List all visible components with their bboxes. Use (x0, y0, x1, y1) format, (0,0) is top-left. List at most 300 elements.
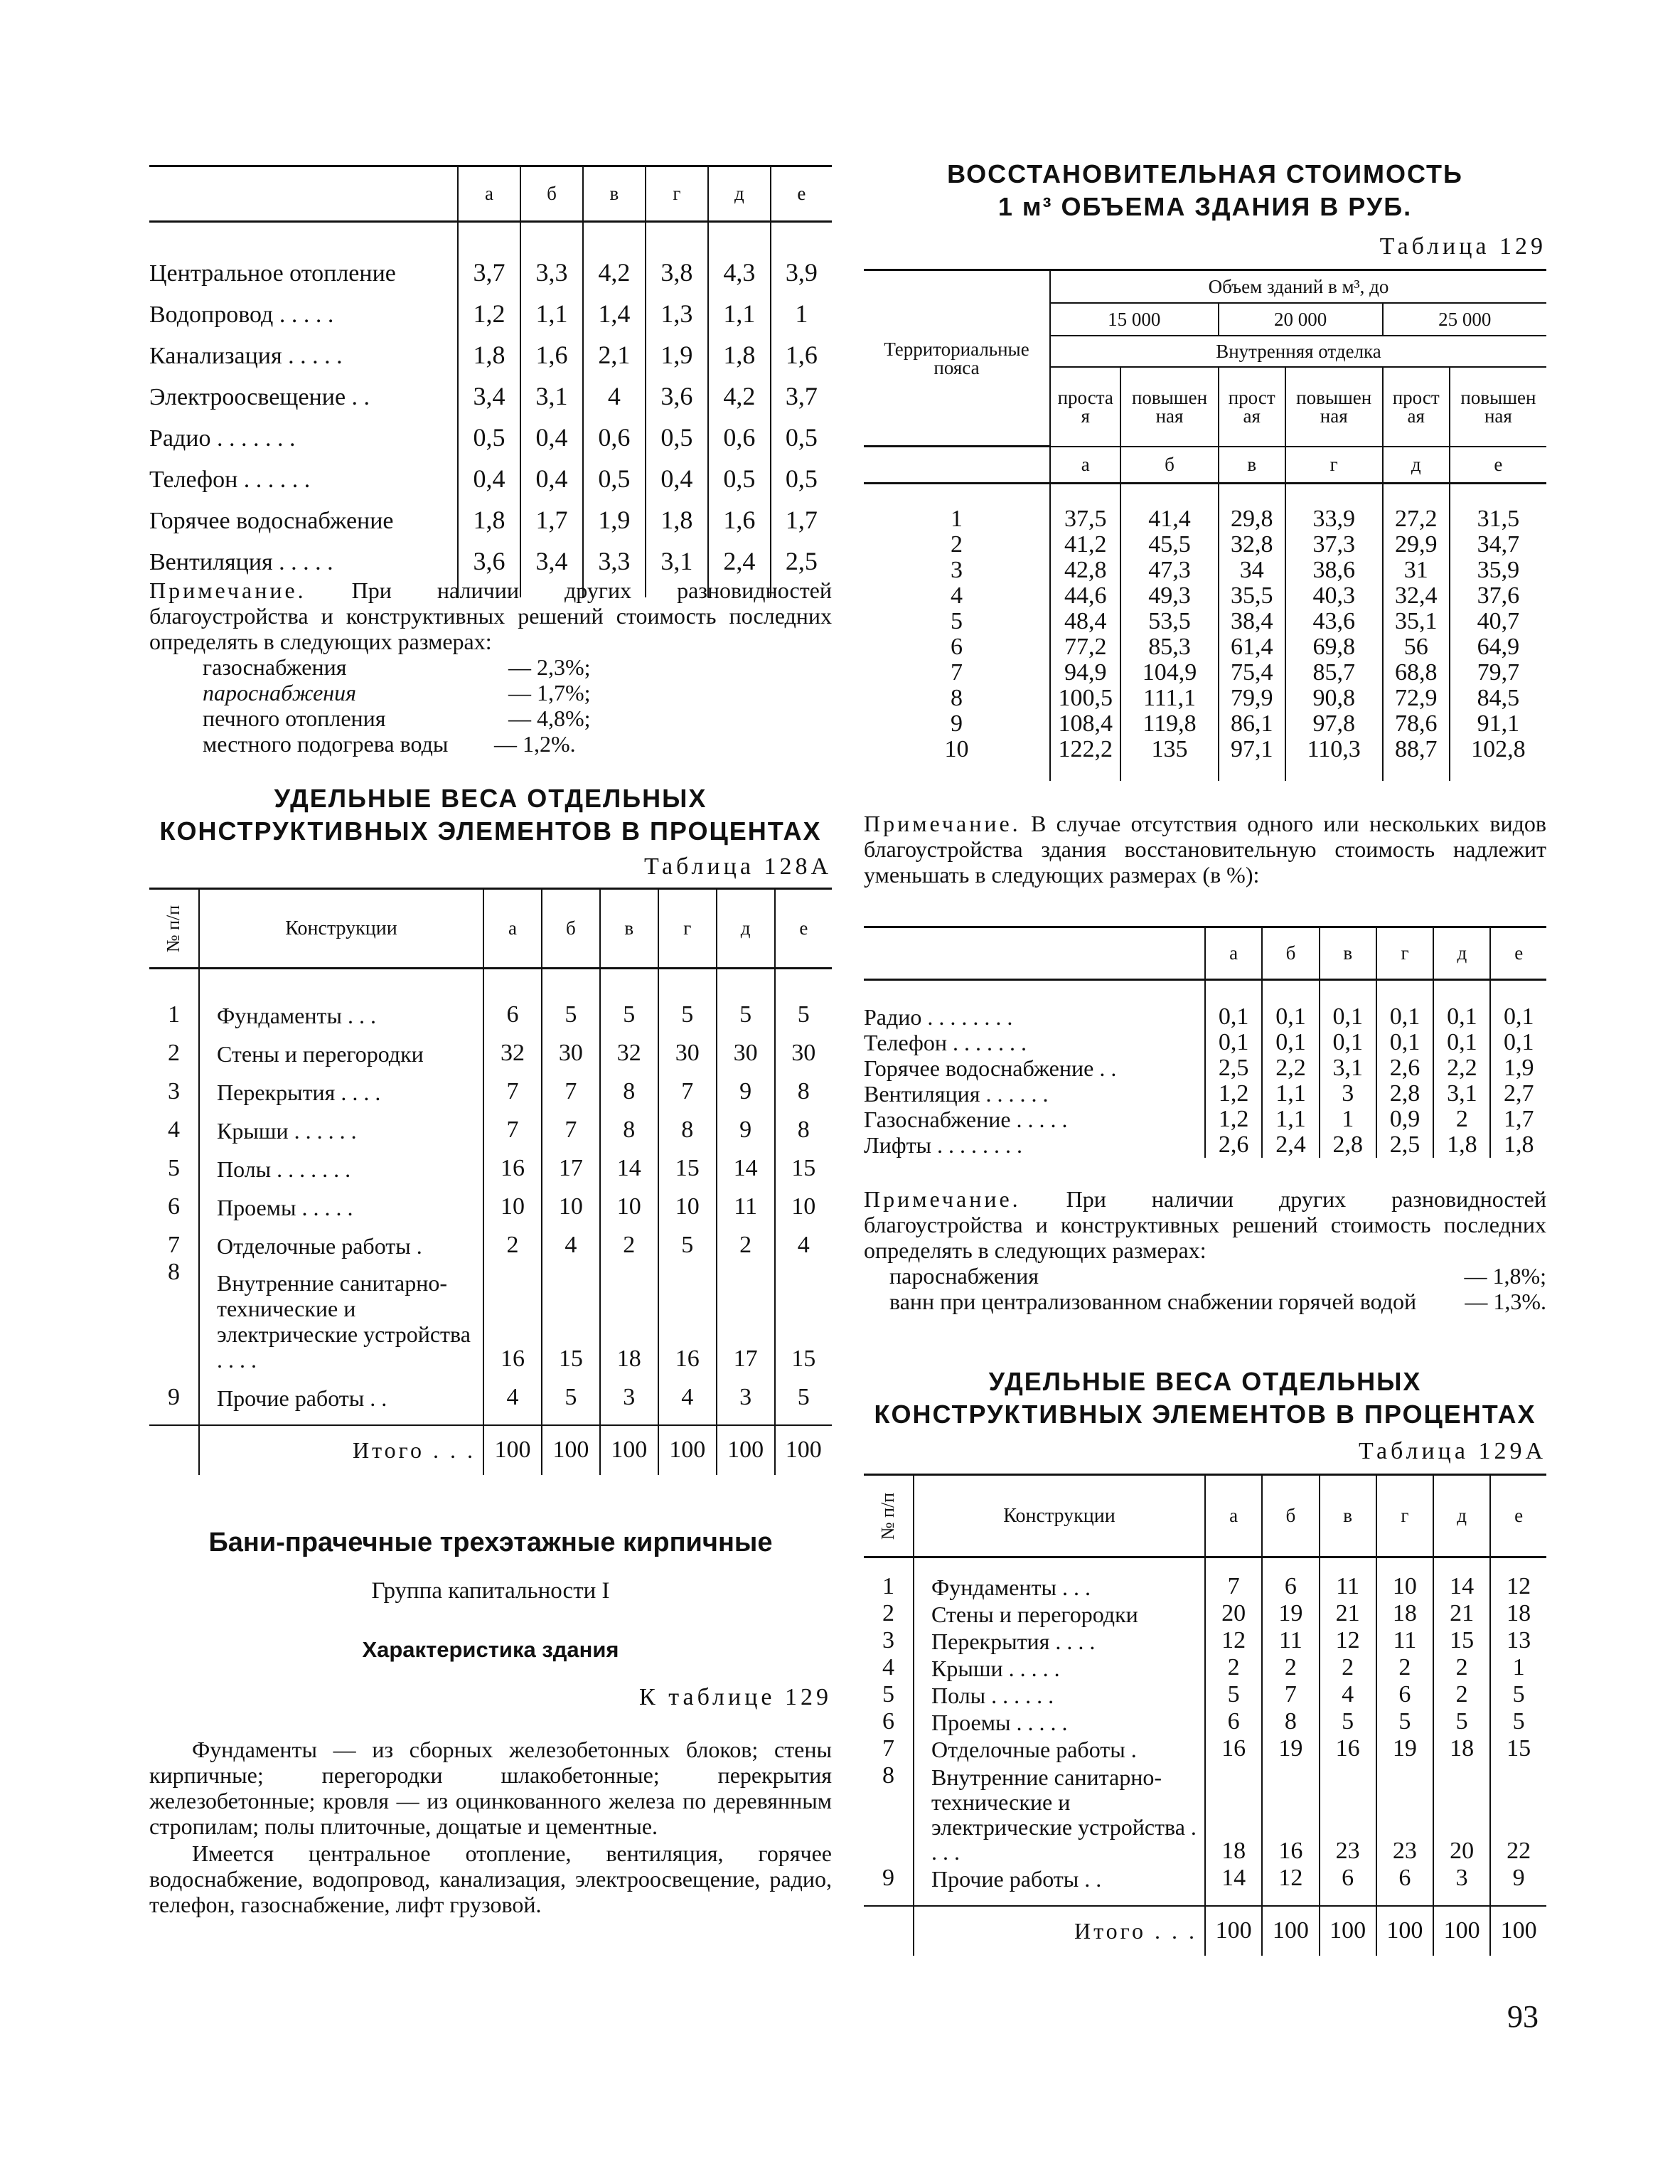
table-cell: 16 (483, 1259, 542, 1373)
row-number: 4 (882, 1653, 894, 1680)
table-cell: 44,6 (1050, 583, 1120, 609)
table-cell: 0,5 (771, 411, 832, 452)
col-header: а (483, 889, 542, 969)
spacer-cell (199, 1411, 483, 1425)
table-cell: 3,3 (520, 222, 583, 287)
row-number: 6 (168, 1193, 180, 1220)
table-cell: 0,1 (1320, 1030, 1376, 1055)
table-cell: 2,1 (583, 329, 646, 370)
table-cell: 21 (1320, 1600, 1376, 1627)
table-cell: 0,5 (646, 411, 708, 452)
row-zone: 10 (944, 735, 969, 762)
table-cell: 1,7 (1490, 1107, 1546, 1132)
bath-section (149, 1528, 832, 1917)
spacer-cell (1205, 1892, 1262, 1906)
spacer-cell (1433, 1892, 1490, 1906)
table-cell: 3,1 (520, 370, 583, 411)
row-label: Внутренние санитарно-технические и электрические устройства . . . . (199, 1259, 483, 1373)
table-cell: 7 (1205, 1557, 1262, 1600)
table-129-body (864, 484, 1546, 781)
table-cell: 1 (771, 287, 832, 329)
table-cell: 10 (483, 1182, 542, 1220)
table-cell: 1,6 (708, 494, 771, 535)
table-cell: 1,7 (520, 494, 583, 535)
table-cell: 5 (775, 969, 832, 1028)
table-cell: 11 (717, 1182, 775, 1220)
table-cell: 0,1 (1262, 1030, 1319, 1055)
table-cell: 16 (1205, 1735, 1262, 1762)
table-cell: 31,5 (1450, 484, 1546, 532)
col-header: г (658, 889, 717, 969)
row-label: Водопровод . . . . . (149, 301, 334, 328)
table-129-number: Таблица 129 (1379, 233, 1546, 260)
spacer-cell (1450, 762, 1546, 781)
table-cell: 5 (1490, 1681, 1546, 1708)
table-cell: 7 (1262, 1681, 1319, 1708)
table-cell: 37,6 (1450, 583, 1546, 609)
row-number: 5 (882, 1680, 894, 1708)
table-cell: 1,9 (583, 494, 646, 535)
reduction-table-body (864, 980, 1546, 1158)
table-row (149, 1373, 832, 1411)
table-row (864, 1055, 1546, 1081)
table-129a-title-line1: УДЕЛЬНЫЕ ВЕСА ОТДЕЛЬНЫХ (988, 1367, 1422, 1396)
table-129a (864, 1474, 1546, 1956)
table-128a-title-line1: УДЕЛЬНЫЕ ВЕСА ОТДЕЛЬНЫХ (274, 784, 707, 813)
table-cell: 3,7 (458, 222, 520, 287)
row-label: Радио . . . . . . . (149, 425, 296, 452)
table-cell: 29,9 (1383, 532, 1450, 558)
col-header: а (1205, 927, 1262, 980)
table-row-total (149, 1425, 832, 1475)
table-cell: 20 (1433, 1762, 1490, 1865)
col-header: б (1262, 1475, 1319, 1557)
table-cell: 2 (1205, 1654, 1262, 1681)
note-item-label: ванн при централизованном снабжении горячей водой (889, 1289, 1417, 1314)
table-cell: 15 (658, 1144, 717, 1182)
table-128a-body (149, 969, 832, 1475)
col-header: е (775, 889, 832, 969)
table-cell: 4 (583, 370, 646, 411)
row-zone: 3 (951, 556, 963, 583)
table-cell: 30 (717, 1028, 775, 1067)
table-cell: 5 (717, 969, 775, 1028)
row-number: 2 (882, 1599, 894, 1626)
col-header: в (1219, 447, 1285, 484)
spacer-cell (1383, 762, 1450, 781)
table-cell: 18 (1205, 1762, 1262, 1865)
table-cell: 1,9 (646, 329, 708, 370)
table-cell: 30 (775, 1028, 832, 1067)
table-cell: 5 (1205, 1681, 1262, 1708)
total-cell: 100 (483, 1425, 542, 1475)
table-cell: 3 (717, 1373, 775, 1411)
table-cell: 1,2 (458, 287, 520, 329)
table-129-header-volume (864, 270, 1546, 303)
table-cell: 5 (542, 969, 600, 1028)
table-128a-title-line2: КОНСТРУКТИВНЫХ ЭЛЕМЕНТОВ В ПРОЦЕНТАХ (159, 816, 822, 846)
col-header: е (771, 166, 832, 222)
total-cell: 100 (1262, 1906, 1319, 1956)
table-cell: 1,8 (458, 329, 520, 370)
table-cell: 12 (1205, 1627, 1262, 1654)
table-cell: 77,2 (1050, 634, 1120, 660)
reduction-table-header (864, 927, 1546, 980)
col-header-finish-type: повышенная (1285, 367, 1383, 447)
table-cell: 37,3 (1285, 532, 1383, 558)
table-cell: 29,8 (1219, 484, 1285, 532)
table-cell: 3,4 (458, 370, 520, 411)
row-number: 9 (168, 1383, 180, 1410)
table-cell: 16 (1320, 1735, 1376, 1762)
row-label: Радио . . . . . . . . (864, 1003, 1013, 1030)
table-cell: 9 (717, 1067, 775, 1105)
row-zone: 4 (951, 582, 963, 609)
table-cell: 3,6 (646, 370, 708, 411)
table-cell: 49,3 (1120, 583, 1218, 609)
bath-group: Группа капитальности I (371, 1578, 610, 1604)
total-label: Итого . . . (199, 1425, 483, 1475)
row-label: Прочие работы . . (914, 1865, 1205, 1892)
table-cell: 32,8 (1219, 532, 1285, 558)
table-cell: 0,1 (1376, 980, 1433, 1030)
table-cell: 6 (1376, 1681, 1433, 1708)
table-row (864, 1627, 1546, 1654)
table-row (864, 980, 1546, 1030)
table-cell: 1,1 (1262, 1081, 1319, 1107)
table-cell: 108,4 (1050, 711, 1120, 737)
table-cell: 2,7 (1490, 1081, 1546, 1107)
row-label: Горячее водоснабжение . . (864, 1055, 1117, 1081)
table-cell: 1,2 (1205, 1081, 1262, 1107)
col-header-volume-value: 20 000 (1219, 303, 1383, 336)
table-cell: 1,2 (1205, 1107, 1262, 1132)
table-cell: 2,8 (1320, 1132, 1376, 1158)
table-cell: 1 (1320, 1107, 1376, 1132)
table-cell: 18 (1490, 1600, 1546, 1627)
table-cell: 6 (1320, 1865, 1376, 1892)
row-label: Электроосвещение . . (149, 383, 370, 410)
spacer-cell (1050, 762, 1120, 781)
note-text: При наличии других разновидностей благоустройства и конструктивных решений стоимость последних определять в следующих размерах: (864, 1186, 1546, 1263)
table-cell: 0,1 (1205, 1030, 1262, 1055)
table-cell: 2 (717, 1220, 775, 1259)
table-cell: 1,8 (646, 494, 708, 535)
table-cell: 1,1 (520, 287, 583, 329)
table-row (149, 452, 832, 494)
bath-to-table: К таблице 129 (639, 1684, 832, 1710)
table-cell: 5 (600, 969, 658, 1028)
table-cell: 0,1 (1376, 1030, 1433, 1055)
table-cell: 1,1 (708, 287, 771, 329)
table-cell: 19 (1262, 1735, 1319, 1762)
table-cell: 45,5 (1120, 532, 1218, 558)
table-cell: 68,8 (1383, 660, 1450, 686)
col-header-finish-type: повышенная (1120, 367, 1218, 447)
table-row (149, 969, 832, 1028)
table-cell: 79,7 (1450, 660, 1546, 686)
note-word: Примечание. (149, 577, 306, 603)
table-cell: 5 (1490, 1708, 1546, 1735)
row-label: Полы . . . . . . . (199, 1144, 483, 1182)
row-label: Крыши . . . . . . (199, 1105, 483, 1144)
table-129-note (864, 811, 1546, 888)
row-number: 8 (168, 1258, 180, 1285)
note-item (203, 680, 832, 705)
table-cell: 10 (1376, 1557, 1433, 1600)
table-cell: 2 (1320, 1654, 1376, 1681)
table-cell: 12 (1320, 1627, 1376, 1654)
table-row (864, 711, 1546, 737)
col-header-number: № п/п (877, 1492, 899, 1540)
table-cell: 3,9 (771, 222, 832, 287)
table-cell: 0,1 (1433, 980, 1490, 1030)
spacer-cell (864, 762, 1050, 781)
table-cell: 16 (1262, 1762, 1319, 1865)
services-table-block (149, 165, 832, 597)
table-cell: 78,6 (1383, 711, 1450, 737)
spacer-cell (1262, 1892, 1319, 1906)
table-cell: 12 (1490, 1557, 1546, 1600)
table-cell: 4 (658, 1373, 717, 1411)
note-item (864, 1263, 1546, 1289)
table-cell: 1,1 (1262, 1107, 1319, 1132)
spacer-cell (483, 1411, 542, 1425)
table-128a-header (149, 889, 832, 969)
table-cell: 32 (600, 1028, 658, 1067)
row-number: 3 (882, 1626, 894, 1653)
note-item-label: печного отопления (203, 705, 386, 731)
table-cell: 6 (1376, 1865, 1433, 1892)
table-cell: 56 (1383, 634, 1450, 660)
table-cell: 0,4 (646, 452, 708, 494)
table-cell: 3,8 (646, 222, 708, 287)
row-label: Крыши . . . . . (914, 1654, 1205, 1681)
table-cell: 15 (775, 1144, 832, 1182)
table-cell: 8 (1262, 1708, 1319, 1735)
col-header: г (1285, 447, 1383, 484)
table-cell: 8 (600, 1067, 658, 1105)
table-cell: 2,2 (1433, 1055, 1490, 1081)
total-cell: 100 (717, 1425, 775, 1475)
table-cell: 4,2 (708, 370, 771, 411)
total-cell: 100 (1320, 1906, 1376, 1956)
row-label: Вентиляция . . . . . (149, 548, 333, 575)
table-cell: 1,8 (1433, 1132, 1490, 1158)
table-cell: 0,1 (1490, 1030, 1546, 1055)
table-cell: 5 (542, 1373, 600, 1411)
col-header-volume: Объем зданий в м³, до (1050, 270, 1546, 303)
row-label: Проемы . . . . . (914, 1708, 1205, 1735)
table-cell: 9 (717, 1105, 775, 1144)
row-label: Стены и перегородки (199, 1028, 483, 1067)
note-item-label: местного подогрева воды (203, 731, 449, 757)
table-cell: 110,3 (1285, 737, 1383, 762)
col-header-number: № п/п (163, 905, 184, 953)
table-128a-number: Таблица 128А (644, 853, 832, 880)
table-row (864, 1762, 1546, 1865)
table-row-spacer (864, 1892, 1546, 1906)
total-cell: 100 (775, 1425, 832, 1475)
table-cell: 1,4 (583, 287, 646, 329)
services-note (149, 577, 832, 757)
table-cell: 34 (1219, 558, 1285, 583)
table-row-spacer (864, 762, 1546, 781)
table-row (864, 609, 1546, 634)
services-table-body (149, 222, 832, 597)
col-header: г (1376, 927, 1433, 980)
table-row (149, 1220, 832, 1259)
table-cell: 90,8 (1285, 686, 1383, 711)
table-cell: 3,4 (520, 535, 583, 576)
table-cell: 42,8 (1050, 558, 1120, 583)
table-cell: 2,5 (1376, 1132, 1433, 1158)
table-cell: 3 (1320, 1081, 1376, 1107)
table-cell: 69,8 (1285, 634, 1383, 660)
table-cell: 32,4 (1383, 583, 1450, 609)
table-cell: 5 (658, 969, 717, 1028)
total-cell: 100 (658, 1425, 717, 1475)
row-label: Фундаменты . . . (914, 1557, 1205, 1600)
table-cell: 2 (600, 1220, 658, 1259)
table-cell: 3,1 (646, 535, 708, 576)
table-cell: 6 (1262, 1557, 1319, 1600)
table-row (149, 1067, 832, 1105)
reduction-note (864, 1186, 1546, 1314)
table-cell: 3,6 (458, 535, 520, 576)
col-header: е (1450, 447, 1546, 484)
table-cell: 8 (775, 1067, 832, 1105)
table-cell: 35,5 (1219, 583, 1285, 609)
table-cell: 0,5 (583, 452, 646, 494)
row-label: Перекрытия . . . . (914, 1627, 1205, 1654)
spacer-cell (658, 1411, 717, 1425)
row-number: 5 (168, 1154, 180, 1181)
table-cell: 15 (542, 1259, 600, 1373)
total-cell: 100 (542, 1425, 600, 1475)
table-cell: 7 (483, 1067, 542, 1105)
table-cell: 84,5 (1450, 686, 1546, 711)
table-cell: 16 (658, 1259, 717, 1373)
table-cell: 85,3 (1120, 634, 1218, 660)
table-cell: 30 (658, 1028, 717, 1067)
total-empty (149, 1425, 199, 1475)
table-cell: 2,2 (1262, 1055, 1319, 1081)
table-cell: 33,9 (1285, 484, 1383, 532)
col-header: б (1120, 447, 1218, 484)
row-label: Перекрытия . . . . (199, 1067, 483, 1105)
row-label: Телефон . . . . . . . (864, 1029, 1027, 1055)
table-row (149, 494, 832, 535)
table-row (149, 329, 832, 370)
table-cell: 7 (542, 1105, 600, 1144)
col-header-zones: Территориальные пояса (864, 270, 1050, 447)
col-header: е (1490, 1475, 1546, 1557)
row-label: Отделочные работы . (914, 1735, 1205, 1762)
table-cell: 13 (1490, 1627, 1546, 1654)
row-number: 6 (882, 1708, 894, 1735)
table-cell: 2 (1433, 1107, 1490, 1132)
table-cell: 34,7 (1450, 532, 1546, 558)
table-cell: 2 (1433, 1654, 1490, 1681)
table-cell: 38,6 (1285, 558, 1383, 583)
row-zone: 2 (951, 531, 963, 558)
row-label: Фундаменты . . . (199, 969, 483, 1028)
table-row (864, 1600, 1546, 1627)
table-row (864, 686, 1546, 711)
col-header: д (1433, 927, 1490, 980)
total-cell: 100 (1433, 1906, 1490, 1956)
table-cell: 7 (658, 1067, 717, 1105)
table-cell: 8 (658, 1105, 717, 1144)
table-cell: 100,5 (1050, 686, 1120, 711)
table-row (864, 558, 1546, 583)
table-row (864, 583, 1546, 609)
spacer-cell (864, 1892, 914, 1906)
table-cell: 5 (1376, 1708, 1433, 1735)
row-number: 2 (168, 1039, 180, 1066)
table-cell: 6 (483, 969, 542, 1028)
table-129-title-line1: ВОССТАНОВИТЕЛЬНАЯ СТОИМОСТЬ (947, 159, 1463, 188)
table-cell: 0,1 (1205, 980, 1262, 1030)
row-label: Канализация . . . . . (149, 342, 343, 369)
table-cell: 9 (1490, 1865, 1546, 1892)
total-cell: 100 (1376, 1906, 1433, 1956)
spacer-cell (600, 1411, 658, 1425)
table-cell: 23 (1320, 1762, 1376, 1865)
table-cell: 38,4 (1219, 609, 1285, 634)
table-cell: 18 (1376, 1600, 1433, 1627)
table-cell: 47,3 (1120, 558, 1218, 583)
table-row-total (864, 1906, 1546, 1956)
table-cell: 10 (658, 1182, 717, 1220)
table-cell: 2,5 (771, 535, 832, 576)
note-item-value: — 1,7%; (508, 680, 591, 705)
table-128a-block (149, 782, 832, 1475)
table-cell: 2,4 (708, 535, 771, 576)
table-cell: 1,6 (771, 329, 832, 370)
table-cell: 35,9 (1450, 558, 1546, 583)
table-cell: 2 (1376, 1654, 1433, 1681)
table-row (864, 484, 1546, 532)
note-item (203, 705, 832, 731)
table-cell: 8 (600, 1105, 658, 1144)
row-number: 9 (882, 1864, 894, 1891)
table-cell: 37,5 (1050, 484, 1120, 532)
table-cell: 3,1 (1320, 1055, 1376, 1081)
table-row (864, 1081, 1546, 1107)
table-row (149, 411, 832, 452)
table-cell: 4 (775, 1220, 832, 1259)
table-cell: 3,1 (1433, 1081, 1490, 1107)
table-row (149, 287, 832, 329)
col-header: д (1383, 447, 1450, 484)
col-header: г (646, 166, 708, 222)
table-cell: 0,6 (708, 411, 771, 452)
table-129 (864, 269, 1546, 781)
row-label: Лифты . . . . . . . . (864, 1131, 1023, 1158)
table-cell: 19 (1262, 1600, 1319, 1627)
table-cell: 3 (1433, 1865, 1490, 1892)
note-item-value: — 1,8%; (1464, 1263, 1546, 1289)
table-cell: 11 (1376, 1627, 1433, 1654)
table-cell: 17 (717, 1259, 775, 1373)
bath-title: Бани-прачечные трехэтажные кирпичные (208, 1528, 773, 1557)
table-cell: 35,1 (1383, 609, 1450, 634)
table-cell: 2,6 (1205, 1132, 1262, 1158)
note-item-value: — 2,3%; (508, 654, 591, 680)
table-cell: 135 (1120, 737, 1218, 762)
